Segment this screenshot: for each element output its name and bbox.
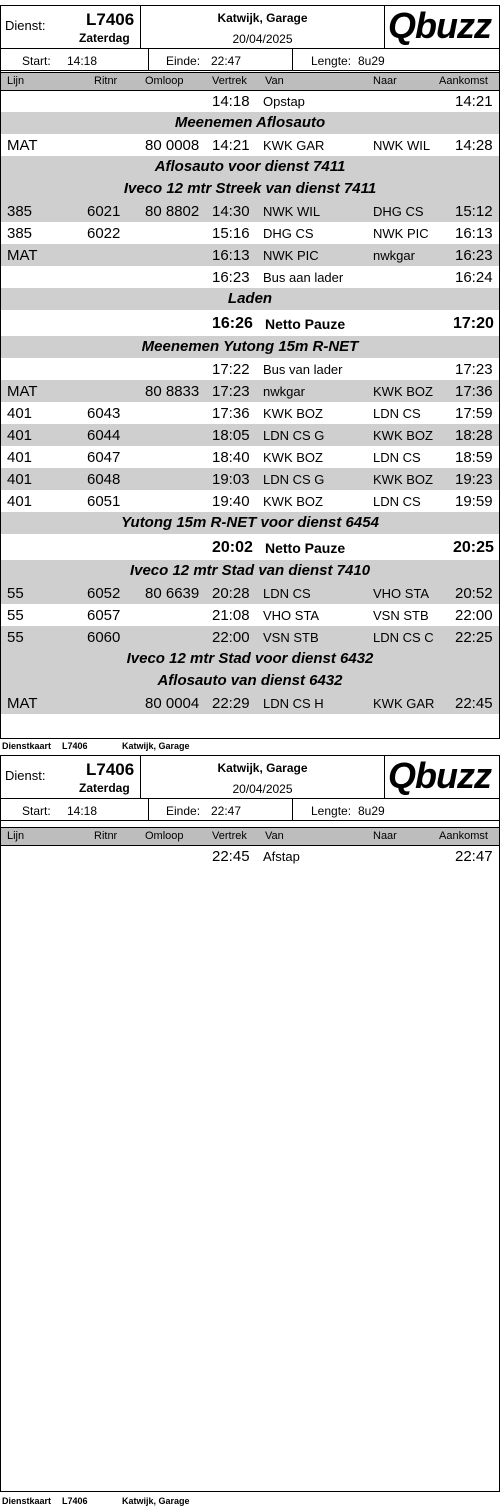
cell-ritnr: 6043 — [87, 405, 121, 422]
section-heading: Meenemen Yutong 15m R-NET — [1, 336, 499, 358]
cell-van: LDN CS G — [263, 428, 325, 443]
dienstkaart-page-1 — [0, 0, 500, 740]
cell-van: LDN CS — [263, 586, 311, 601]
pause-row — [1, 310, 499, 336]
cell-van: Bus aan lader — [263, 270, 344, 285]
pause-label: Netto Pauze — [265, 540, 346, 556]
cell-lijn: MAT — [7, 247, 38, 264]
cell-vertrek: 17:23 — [212, 383, 250, 400]
col-aankomst: Aankomst — [439, 830, 488, 842]
cell-van: LDN CS H — [263, 696, 324, 711]
cell-van: DHG CS — [263, 226, 314, 241]
cell-aankomst: 16:24 — [455, 269, 493, 286]
cell-omloop: 80 0008 — [145, 137, 200, 154]
trip-row — [1, 266, 499, 288]
pause-end: 17:20 — [453, 315, 494, 332]
cell-vertrek: 20:28 — [212, 585, 250, 602]
einde-time: 22:47 — [211, 804, 242, 818]
cell-naar: NWK PIC — [373, 226, 429, 241]
col-vertrek: Vertrek — [212, 830, 247, 842]
cell-omloop: 80 8833 — [145, 383, 200, 400]
dienst-label: Dienst: — [5, 18, 46, 33]
cell-vertrek: 14:30 — [212, 203, 250, 220]
cell-vertrek: 15:16 — [212, 225, 250, 242]
pause-end: 20:25 — [453, 539, 494, 556]
cell-van: KWK GAR — [263, 138, 325, 153]
pause-start: 16:26 — [212, 315, 253, 332]
cell-van: NWK PIC — [263, 248, 319, 263]
footer-card: Dienstkaart — [2, 741, 52, 751]
cell-naar: KWK BOZ — [373, 472, 433, 487]
lengte-label: Lengte: — [311, 54, 352, 68]
cell-aankomst: 18:59 — [455, 449, 493, 466]
lengte-value: 8u29 — [358, 804, 385, 818]
cell-ritnr: 6060 — [87, 629, 121, 646]
col-lijn: Lijn — [7, 75, 25, 87]
cell-vertrek: 18:40 — [212, 449, 250, 466]
trip-row — [1, 424, 499, 446]
start-time: 14:18 — [67, 804, 98, 818]
cell-naar: LDN CS — [373, 494, 421, 509]
cell-naar: KWK GAR — [373, 696, 435, 711]
col-lijn: Lijn — [7, 830, 25, 842]
cell-aankomst: 14:21 — [455, 93, 493, 110]
footer-id: L7406 — [62, 1496, 88, 1506]
cell-aankomst: 18:28 — [455, 427, 493, 444]
cell-van: KWK BOZ — [263, 406, 323, 421]
trip-row — [1, 446, 499, 468]
column-header — [1, 827, 499, 846]
cell-lijn: MAT — [7, 383, 38, 400]
cell-vertrek: 19:03 — [212, 471, 250, 488]
footer-location: Katwijk, Garage — [122, 1496, 190, 1506]
cell-lijn: 401 — [7, 493, 33, 510]
cell-van: Bus van lader — [263, 362, 343, 377]
cell-vertrek: 16:13 — [212, 247, 250, 264]
qbuzz-logo: Qbuzz — [388, 5, 491, 46]
column-header — [1, 72, 499, 91]
cell-lijn: MAT — [7, 695, 38, 712]
cell-naar: NWK WIL — [373, 138, 431, 153]
footer-location: Katwijk, Garage — [122, 741, 190, 751]
cell-vertrek: 22:29 — [212, 695, 250, 712]
section-heading: Aflosauto voor dienst 7411 — [1, 156, 499, 178]
cell-lijn: 401 — [7, 449, 33, 466]
section-heading: Laden — [1, 288, 499, 310]
card-header — [0, 755, 500, 821]
trip-row — [1, 380, 499, 402]
col-van: Van — [265, 830, 284, 842]
cell-vertrek: 17:36 — [212, 405, 250, 422]
cell-lijn: MAT — [7, 137, 38, 154]
col-ritnr: Ritnr — [94, 830, 118, 842]
cell-vertrek: 14:21 — [212, 137, 250, 154]
cell-lijn: 385 — [7, 203, 33, 220]
trip-row — [1, 200, 499, 222]
start-time: 14:18 — [67, 54, 98, 68]
cell-ritnr: 6052 — [87, 585, 121, 602]
pause-start: 20:02 — [212, 539, 253, 556]
cell-vertrek: 18:05 — [212, 427, 250, 444]
cell-lijn: 55 — [7, 607, 24, 624]
cell-vertrek: 14:18 — [212, 93, 250, 110]
section-heading: Yutong 15m R-NET voor dienst 6454 — [1, 512, 499, 534]
einde-time: 22:47 — [211, 54, 242, 68]
cell-omloop: 80 0004 — [145, 695, 200, 712]
cell-lijn: 401 — [7, 427, 33, 444]
date: 20/04/2025 — [232, 782, 293, 796]
trip-row — [1, 490, 499, 512]
cell-aankomst: 17:23 — [455, 361, 493, 378]
cell-ritnr: 6022 — [87, 225, 121, 242]
footer-id: L7406 — [62, 741, 88, 751]
qbuzz-logo: Qbuzz — [388, 755, 491, 796]
col-naar: Naar — [373, 830, 397, 842]
cell-van: VHO STA — [263, 608, 320, 623]
trip-row — [1, 134, 499, 156]
trip-row — [1, 604, 499, 626]
col-van: Van — [265, 75, 284, 87]
col-aankomst: Aankomst — [439, 75, 488, 87]
dienst-day: Zaterdag — [79, 31, 130, 45]
col-omloop: Omloop — [145, 830, 184, 842]
cell-vertrek: 19:40 — [212, 493, 250, 510]
cell-ritnr: 6044 — [87, 427, 121, 444]
cell-ritnr: 6021 — [87, 203, 121, 220]
cell-naar: DHG CS — [373, 204, 424, 219]
cell-aankomst: 17:59 — [455, 405, 493, 422]
cell-ritnr: 6048 — [87, 471, 121, 488]
trip-row — [1, 468, 499, 490]
cell-vertrek: 22:45 — [212, 848, 250, 865]
start-label: Start: — [22, 54, 51, 68]
cell-van: KWK BOZ — [263, 450, 323, 465]
dienst-label: Dienst: — [5, 768, 46, 783]
cell-lijn: 385 — [7, 225, 33, 242]
col-naar: Naar — [373, 75, 397, 87]
section-heading: Aflosauto van dienst 6432 — [1, 670, 499, 692]
cell-naar: KWK BOZ — [373, 428, 433, 443]
cell-vertrek: 21:08 — [212, 607, 250, 624]
col-omloop: Omloop — [145, 75, 184, 87]
cell-ritnr: 6057 — [87, 607, 121, 624]
cell-aankomst: 16:23 — [455, 247, 493, 264]
cell-aankomst: 14:28 — [455, 137, 493, 154]
cell-omloop: 80 6639 — [145, 585, 200, 602]
pause-row — [1, 534, 499, 560]
cell-aankomst: 16:13 — [455, 225, 493, 242]
location: Katwijk, Garage — [217, 761, 308, 775]
section-heading: Meenemen Aflosauto — [1, 112, 499, 134]
cell-aankomst: 22:25 — [455, 629, 493, 646]
cell-ritnr: 6051 — [87, 493, 121, 510]
cell-van: Opstap — [263, 94, 305, 109]
cell-lijn: 55 — [7, 585, 24, 602]
cell-vertrek: 17:22 — [212, 361, 250, 378]
dienst-day: Zaterdag — [79, 781, 130, 795]
trip-row — [1, 222, 499, 244]
section-heading: Iveco 12 mtr Stad van dienst 7410 — [1, 560, 499, 582]
cell-vertrek: 22:00 — [212, 629, 250, 646]
cell-naar: VHO STA — [373, 586, 430, 601]
dienst-id: L7406 — [86, 10, 135, 29]
section-heading: Iveco 12 mtr Streek van dienst 7411 — [1, 178, 499, 200]
cell-aankomst: 19:23 — [455, 471, 493, 488]
trip-row — [1, 845, 499, 867]
pause-label: Netto Pauze — [265, 316, 346, 332]
trip-row — [1, 358, 499, 380]
cell-naar: LDN CS — [373, 450, 421, 465]
cell-van: Afstap — [263, 849, 300, 864]
cell-omloop: 80 8802 — [145, 203, 200, 220]
cell-naar: nwkgar — [373, 248, 415, 263]
location: Katwijk, Garage — [217, 11, 308, 25]
section-heading: Iveco 12 mtr Stad voor dienst 6432 — [1, 648, 499, 670]
cell-aankomst: 17:36 — [455, 383, 493, 400]
start-label: Start: — [22, 804, 51, 818]
cell-aankomst: 15:12 — [455, 203, 493, 220]
cell-aankomst: 22:45 — [455, 695, 493, 712]
cell-van: KWK BOZ — [263, 494, 323, 509]
cell-aankomst: 22:47 — [455, 848, 493, 865]
trip-row — [1, 692, 499, 714]
cell-lijn: 401 — [7, 471, 33, 488]
cell-van: NWK WIL — [263, 204, 321, 219]
footer-card: Dienstkaart — [2, 1496, 52, 1506]
cell-aankomst: 20:52 — [455, 585, 493, 602]
cell-naar: KWK BOZ — [373, 384, 433, 399]
cell-naar: LDN CS — [373, 406, 421, 421]
col-ritnr: Ritnr — [94, 75, 118, 87]
cell-van: VSN STB — [263, 630, 319, 645]
cell-aankomst: 19:59 — [455, 493, 493, 510]
cell-van: nwkgar — [263, 384, 305, 399]
trip-row — [1, 402, 499, 424]
cell-lijn: 401 — [7, 405, 33, 422]
trip-row — [1, 244, 499, 266]
date: 20/04/2025 — [232, 32, 293, 46]
cell-naar: VSN STB — [373, 608, 429, 623]
cell-lijn: 55 — [7, 629, 24, 646]
einde-label: Einde: — [166, 54, 201, 68]
dienst-id: L7406 — [86, 760, 135, 779]
cell-van: LDN CS G — [263, 472, 325, 487]
cell-naar: LDN CS C — [373, 630, 434, 645]
cell-ritnr: 6047 — [87, 449, 121, 466]
trip-row — [1, 582, 499, 604]
col-vertrek: Vertrek — [212, 75, 247, 87]
card-header — [0, 5, 500, 71]
lengte-value: 8u29 — [358, 54, 385, 68]
trip-row — [1, 626, 499, 648]
einde-label: Einde: — [166, 804, 201, 818]
dienstkaart-page-2 — [0, 755, 500, 1495]
lengte-label: Lengte: — [311, 804, 352, 818]
cell-vertrek: 16:23 — [212, 269, 250, 286]
cell-aankomst: 22:00 — [455, 607, 493, 624]
trip-row — [1, 90, 499, 112]
